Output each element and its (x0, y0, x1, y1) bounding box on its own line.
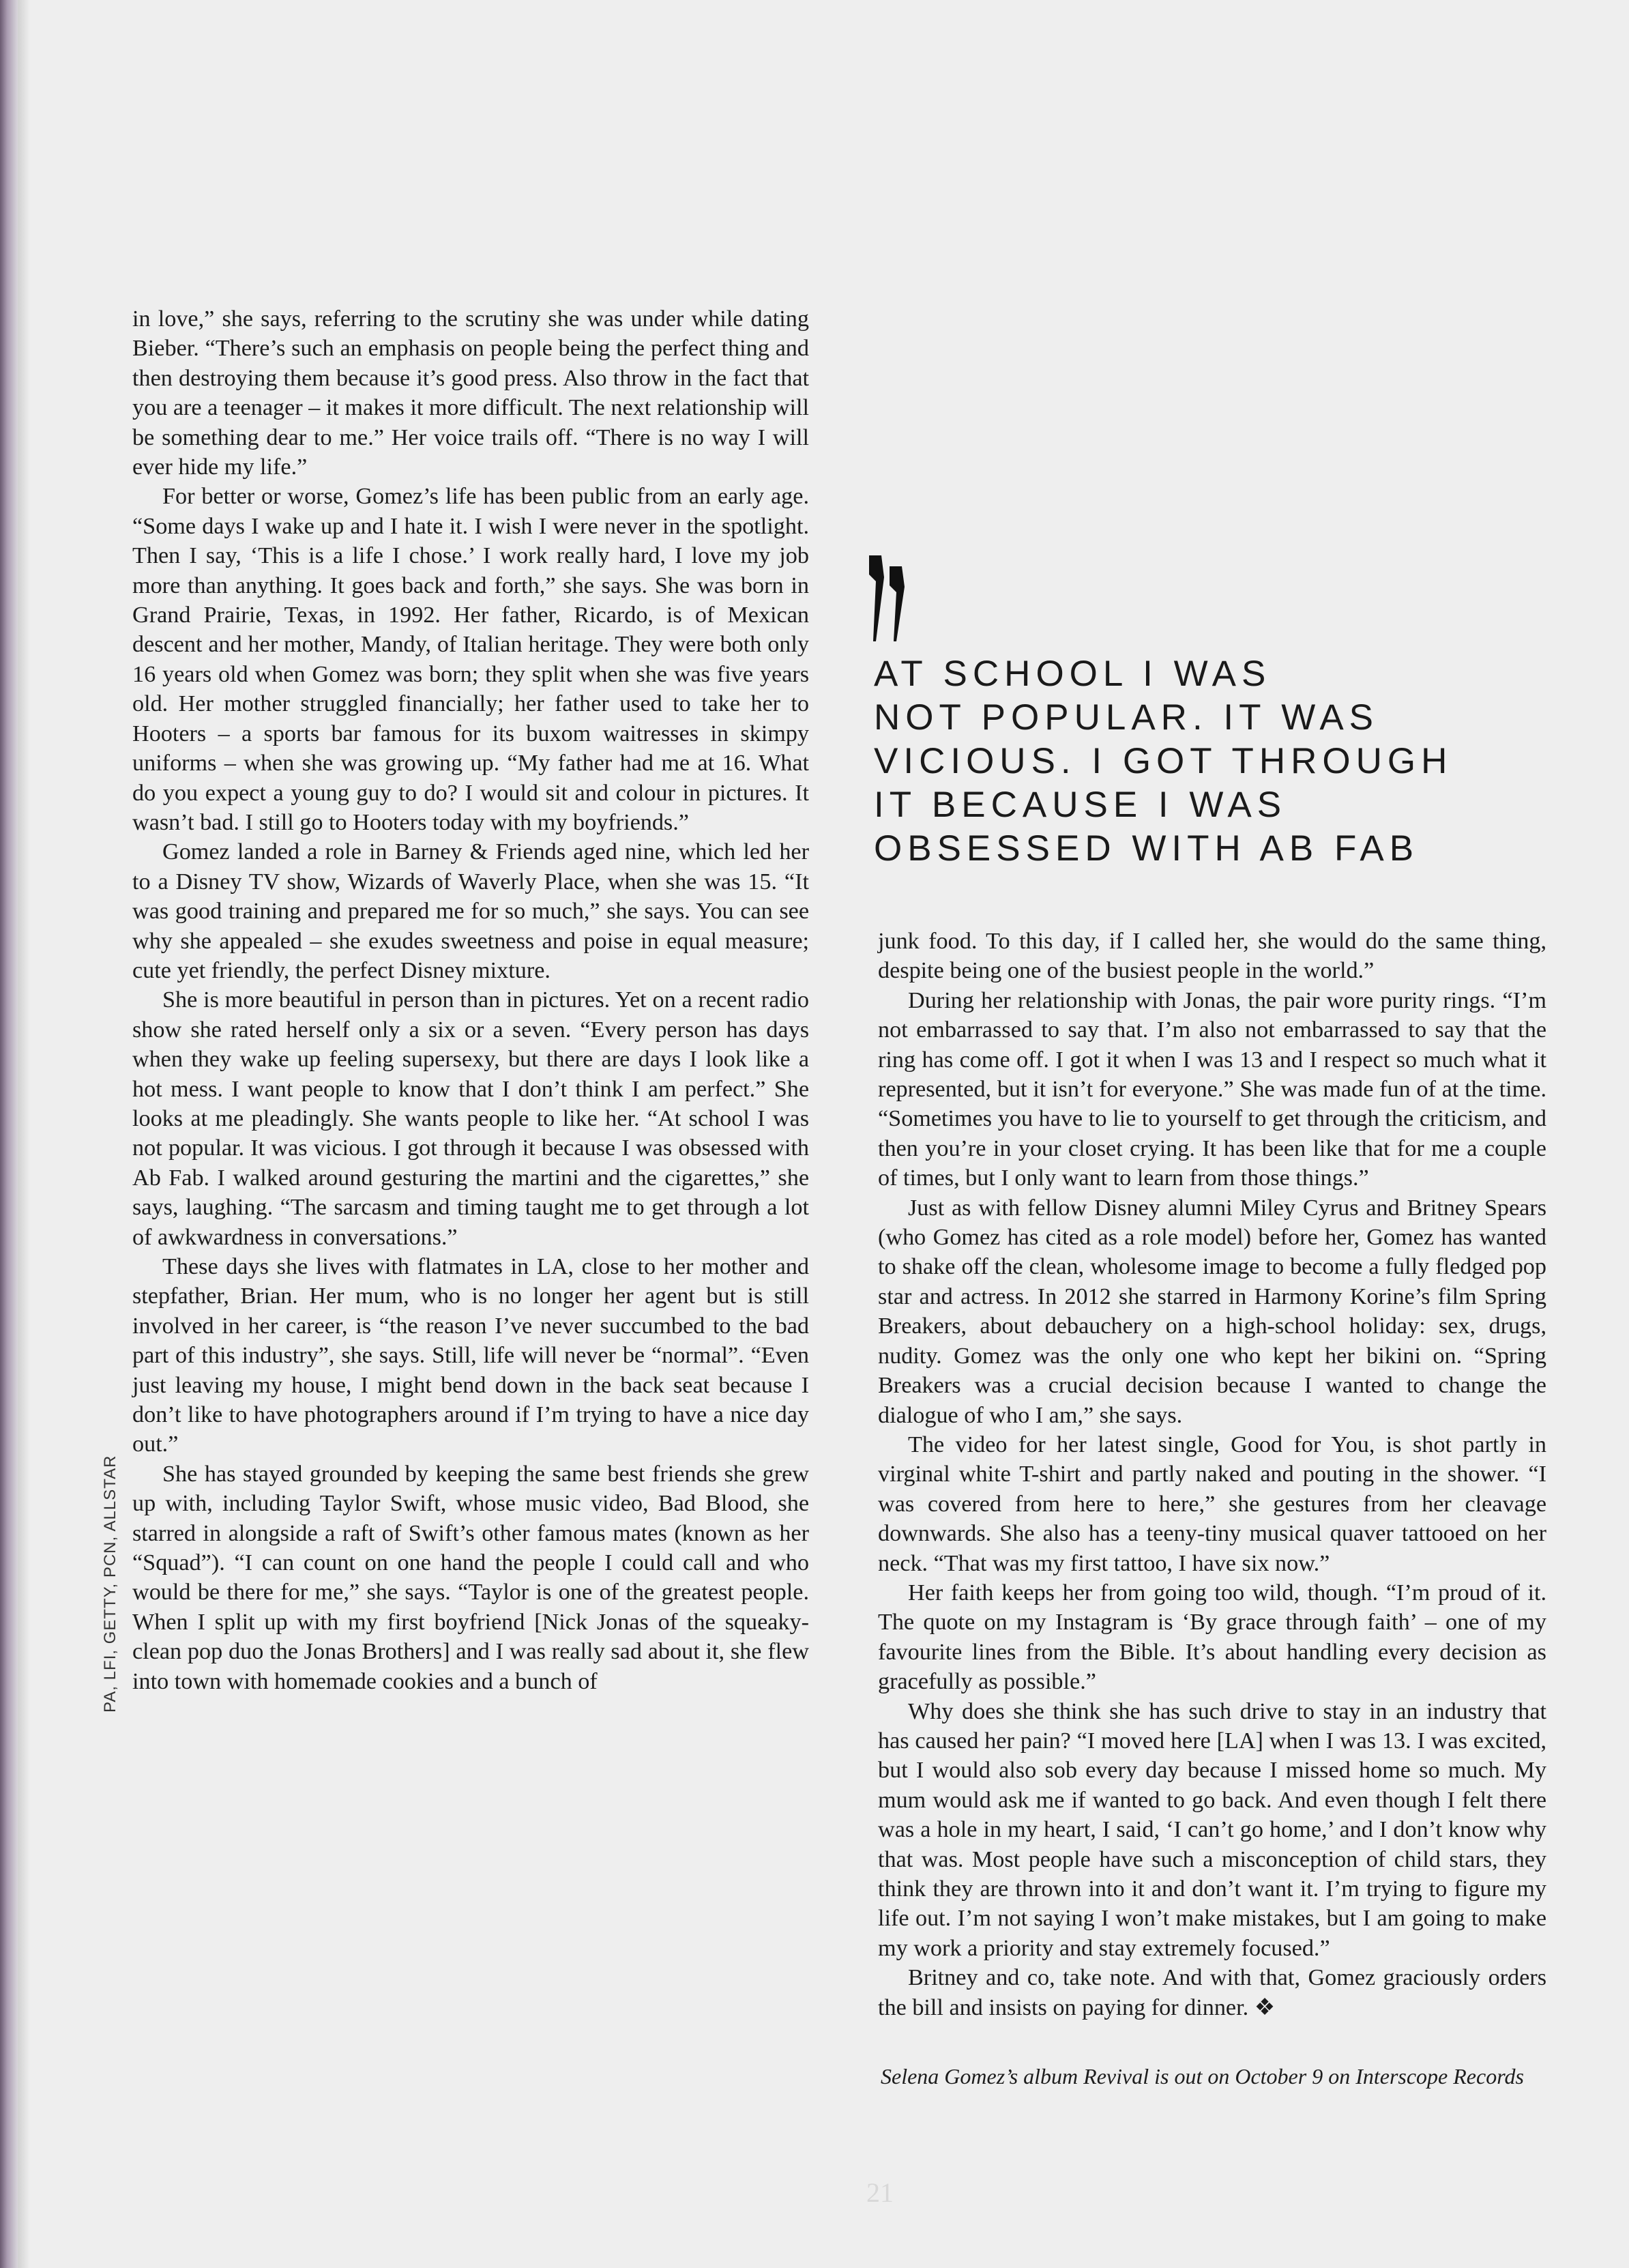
article-paragraph: junk food. To this day, if I called her, she would do the same thing, despite being one of the busiest people in the world.” (878, 929, 1546, 984)
quote-mark-icon (866, 554, 907, 643)
article-paragraph: She has stayed grounded by keeping the same best friends she grew up with, including Taylor Swift, whose music video, Bad Blood, she starred in alongside a raft of Swift’s other famous mates (known as her “Squad”). “I can count on one hand the people I could call and who would be there for me,” she says. “Taylor is one of the greatest people. When I split up with my first boyfriend [Nick Jonas of the squeaky-clean pop duo the Jonas Brothers] and I was really sad about it, she flew into town with homemade cookies and a bunch of (132, 1461, 809, 1694)
pull-quote-line: AT SCHOOL I WAS (874, 654, 1272, 694)
photo-credit: PA, LFI, GETTY, PCN, ALLSTAR (101, 1455, 119, 1713)
article-paragraph: She is more beautiful in person than in pictures. Yet on a recent radio show she rated herself only a six or a seven. “Every person has days when they wake up feeling supersexy, but there are days I look like a hot mess. I want people to know that I don’t think I am perfect.” She looks at me pleadingly. She wants people to like her. “At school I was not popular. It was vicious. I got through it because I was obsessed with Ab Fab. I walked around gesturing the martini and the cigarettes,” she says, laughing. “The sarcasm and timing taught me to get through a lot of awkwardness in conversations.” (132, 987, 809, 1250)
article-column-left (132, 304, 809, 1696)
magazine-spine (0, 0, 18, 2268)
article-paragraph: Just as with fellow Disney alumni Miley Cyrus and Britney Spears (who Gomez has cited as a role model) before her, Gomez has wanted to shake off the clean, wholesome image to become a fully fledged pop star and actress. In 2012 she starred in Harmony Korine’s film Spring Breakers, about debauchery on a high-school holiday: sex, drugs, nudity. Gomez was the only one who kept her bikini on. “Spring Breakers was a crucial decision because I wanted to change the dialogue of who I am,” she says. (878, 1195, 1546, 1428)
album-caption: Selena Gomez’s album Revival is out on October 9 on Interscope Records (881, 2064, 1524, 2089)
pull-quote (874, 652, 1556, 871)
article-paragraph: Gomez landed a role in Barney & Friends aged nine, which led her to a Disney TV show, Wizards of Waverly Place, when she was 15. “It was good training and prepared me for so much,” she says. You can see why she appealed – she exudes sweetness and poise in equal measure; cute yet friendly, the perfect Disney mixture. (132, 839, 809, 983)
article-column-right (878, 927, 1546, 2022)
article-paragraph: During her relationship with Jonas, the pair wore purity rings. “I’m not embarrassed to say that. I’m also not embarrassed to say that the ring has come off. I got it when I was 13 and I respect so much what it represented, but it isn’t for everyone.” She was made fun of at the time. “Sometimes you have to lie to yourself to get through the criticism, and then you’re in your closet crying. It has been like that for me a couple of times, but I only want to learn from those things.” (878, 987, 1546, 1191)
article-paragraph: Her faith keeps her from going too wild, though. “I’m proud of it. The quote on my Instagram is ‘By grace through faith’ – one of my favourite lines from the Bible. It’s about handling every decision as gracefully as possible.” (878, 1580, 1546, 1695)
article-paragraph: For better or worse, Gomez’s life has been public from an early age. “Some days I wake up and I hate it. I wish I were never in the spotlight. Then I say, ‘This is a life I chose.’ I work really hard, I love my job more than anything. It goes back and forth,” she says. She was born in Grand Prairie, Texas, in 1992. Her father, Ricardo, is of Mexican descent and her mother, Mandy, of Italian heritage. They were both only 16 years old when Gomez was born; they split when she was five years old. Her mother struggled financially; her father used to take her to Hooters – a sports bar famous for its buxom waitresses in skimpy uniforms – when she was growing up. “My father had me at 16. What do you expect a young guy to do? I would sit and colour in pictures. It wasn’t bad. I still go to Hooters today with my boyfriends.” (132, 484, 809, 835)
article-paragraph: in love,” she says, referring to the scrutiny she was under while dating Bieber. “There’s such an emphasis on people being the perfect thing and then destroying them because it’s good press. Also throw in the fact that you are a teenager – it makes it more difficult. The next relationship will be something dear to me.” Her voice trails off. “There is no way I will ever hide my life.” (132, 306, 809, 480)
page-fold-shadow (18, 0, 30, 2268)
pull-quote-line: NOT POPULAR. IT WAS (874, 697, 1379, 738)
pull-quote-line: OBSESSED WITH AB FAB (874, 828, 1420, 869)
article-paragraph: These days she lives with flatmates in LA, close to her mother and stepfather, Brian. Her mum, who is no longer her agent but is still involved in her career, is “the reason I’ve never succumbed to the bad part of this industry”, she says. Still, life will never be “normal”. “Even just leaving my house, I might bend down in the back seat because I don’t like to have photographers around if I’m trying to have a nice day out.” (132, 1254, 809, 1457)
article-paragraph: Why does she think she has such drive to stay in an industry that has caused her pain? “I moved here [LA] when I was 13. I was excited, but I would also sob every day because I missed home so much. My mum would ask me if wanted to go back. And even though I felt there was a hole in my heart, I said, ‘I can’t go home,’ and I don’t know why that was. Most people have such a misconception of child stars, they think they are thrown into it and don’t want it. I’m trying to figure my life out. I’m not saying I won’t make mistakes, but I am going to make my work a priority and stay extremely focused.” (878, 1698, 1546, 1961)
article-paragraph: The video for her latest single, Good for You, is shot partly in virginal white T-shirt and partly naked and pouting in the shower. “I was covered from here to here,” she gestures from her cleavage downwards. She also has a teeny-tiny musical quaver tattooed on her neck. “That was my first tattoo, I have six now.” (878, 1431, 1546, 1576)
pull-quote-line: IT BECAUSE I WAS (874, 785, 1287, 825)
page-number: 21 (866, 2177, 894, 2208)
article-paragraph: Britney and co, take note. And with that, Gomez graciously orders the bill and insists on paying for dinner. ❖ (878, 1965, 1546, 2020)
pull-quote-line: VICIOUS. I GOT THROUGH (874, 741, 1453, 781)
